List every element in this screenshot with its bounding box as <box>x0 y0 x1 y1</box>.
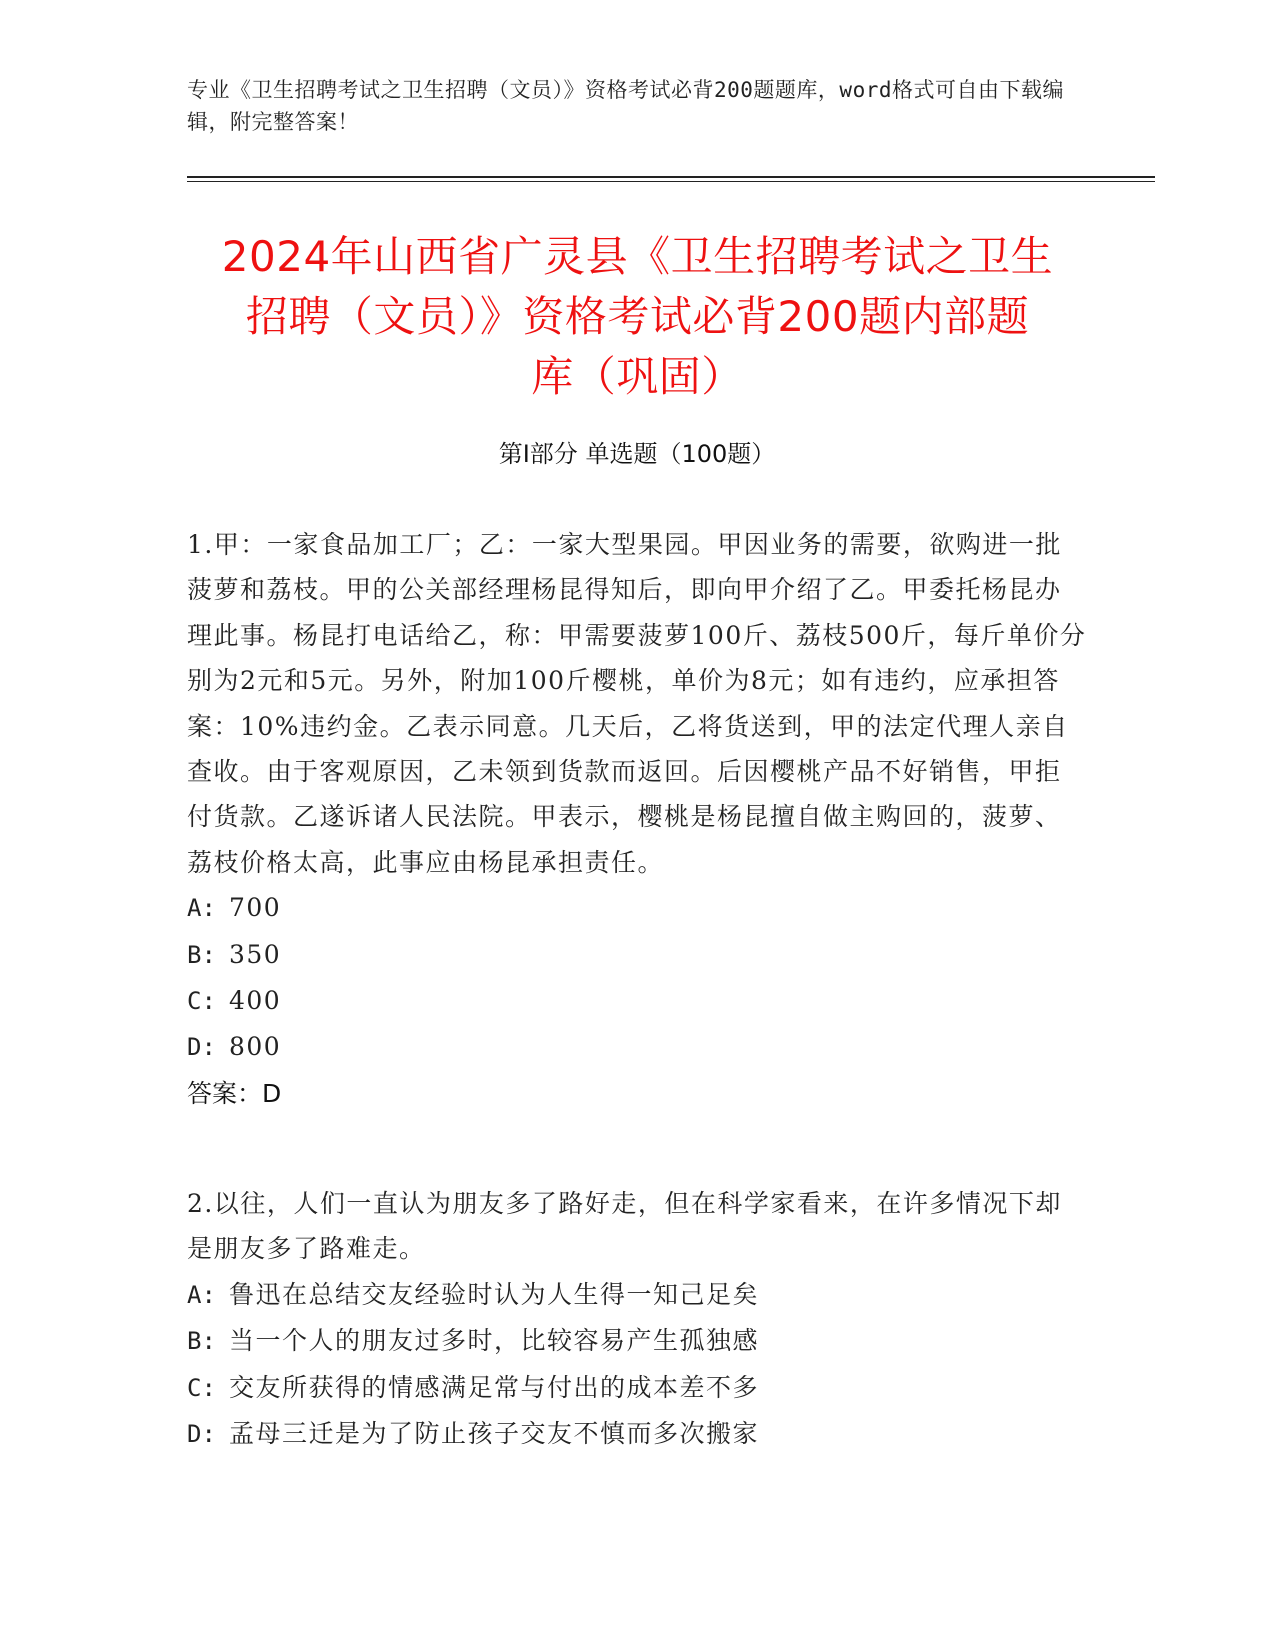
option-d <box>187 1024 1087 1070</box>
option-c <box>187 978 1087 1024</box>
option-letter: A: <box>187 1280 216 1309</box>
option-letter: D: <box>187 1033 216 1062</box>
title-line: 招聘（文员）》资格考试必背200题内部题 <box>245 292 1030 341</box>
answer-label: 答案：D <box>187 1078 282 1108</box>
option-d <box>187 1411 1087 1457</box>
header-divider <box>187 176 1155 178</box>
header-divider-thin <box>187 181 1155 182</box>
option-letter: D: <box>187 1420 216 1449</box>
option-text: 350 <box>229 939 282 969</box>
title-line: 2024年山西省广灵县《卫生招聘考试之卫生 <box>221 232 1054 281</box>
option-text: 交友所获得的情感满足常与付出的成本差不多 <box>229 1372 760 1402</box>
header-note: 专业《卫生招聘考试之卫生招聘（文员）》资格考试必背200题题库，word格式可自由下载编辑，附完整答案！ <box>187 78 1064 134</box>
section-heading: 第I部分 单选题（100题） <box>498 440 776 468</box>
option-letter: B: <box>187 1327 216 1356</box>
option-b <box>187 932 1087 978</box>
option-text: 鲁迅在总结交友经验时认为人生得一知己足矣 <box>229 1279 760 1309</box>
option-a <box>187 1272 1087 1318</box>
option-letter: C: <box>187 1373 216 1402</box>
option-c <box>187 1365 1087 1411</box>
question-2 <box>187 1181 1087 1457</box>
option-text: 400 <box>229 986 282 1016</box>
option-a <box>187 885 1087 931</box>
document-title <box>150 227 1125 407</box>
option-letter: C: <box>187 987 216 1016</box>
option-text: 800 <box>229 1032 282 1062</box>
option-text: 当一个人的朋友过多时，比较容易产生孤独感 <box>229 1326 760 1356</box>
option-b <box>187 1318 1087 1364</box>
title-line: 库（巩固） <box>531 352 744 401</box>
option-letter: A: <box>187 894 216 923</box>
option-letter: B: <box>187 940 216 969</box>
question-stem: 1.甲：一家食品加工厂；乙：一家大型果园。甲因业务的需要，欲购进一批菠萝和荔枝。甲的公关部经理杨昆得知后，即向甲介绍了乙。甲委托杨昆办理此事。杨昆打电话给乙，称：甲需要菠萝100斤、荔枝500斤，每斤单价分别为2元和5元。另外，附加100斤樱桃，单价为8元；如有违约，应承担答案：10%违约金。乙表示同意。几天后，乙将货送到，甲的法定代理人亲自查收。由于客观原因，乙未领到货款而返回。后因樱桃产品不好销售，甲拒付货款。乙遂诉诸人民法院。甲表示，樱桃是杨昆擅自做主购回的，菠萝、荔枝价格太高，此事应由杨昆承担责任。 <box>187 530 1087 877</box>
question-stem: 2.以往，人们一直认为朋友多了路好走，但在科学家看来，在许多情况下却是朋友多了路难走。 <box>187 1189 1062 1264</box>
question-1 <box>187 522 1087 1117</box>
option-text: 700 <box>229 893 282 923</box>
option-text: 孟母三迁是为了防止孩子交友不慎而多次搬家 <box>229 1419 760 1449</box>
